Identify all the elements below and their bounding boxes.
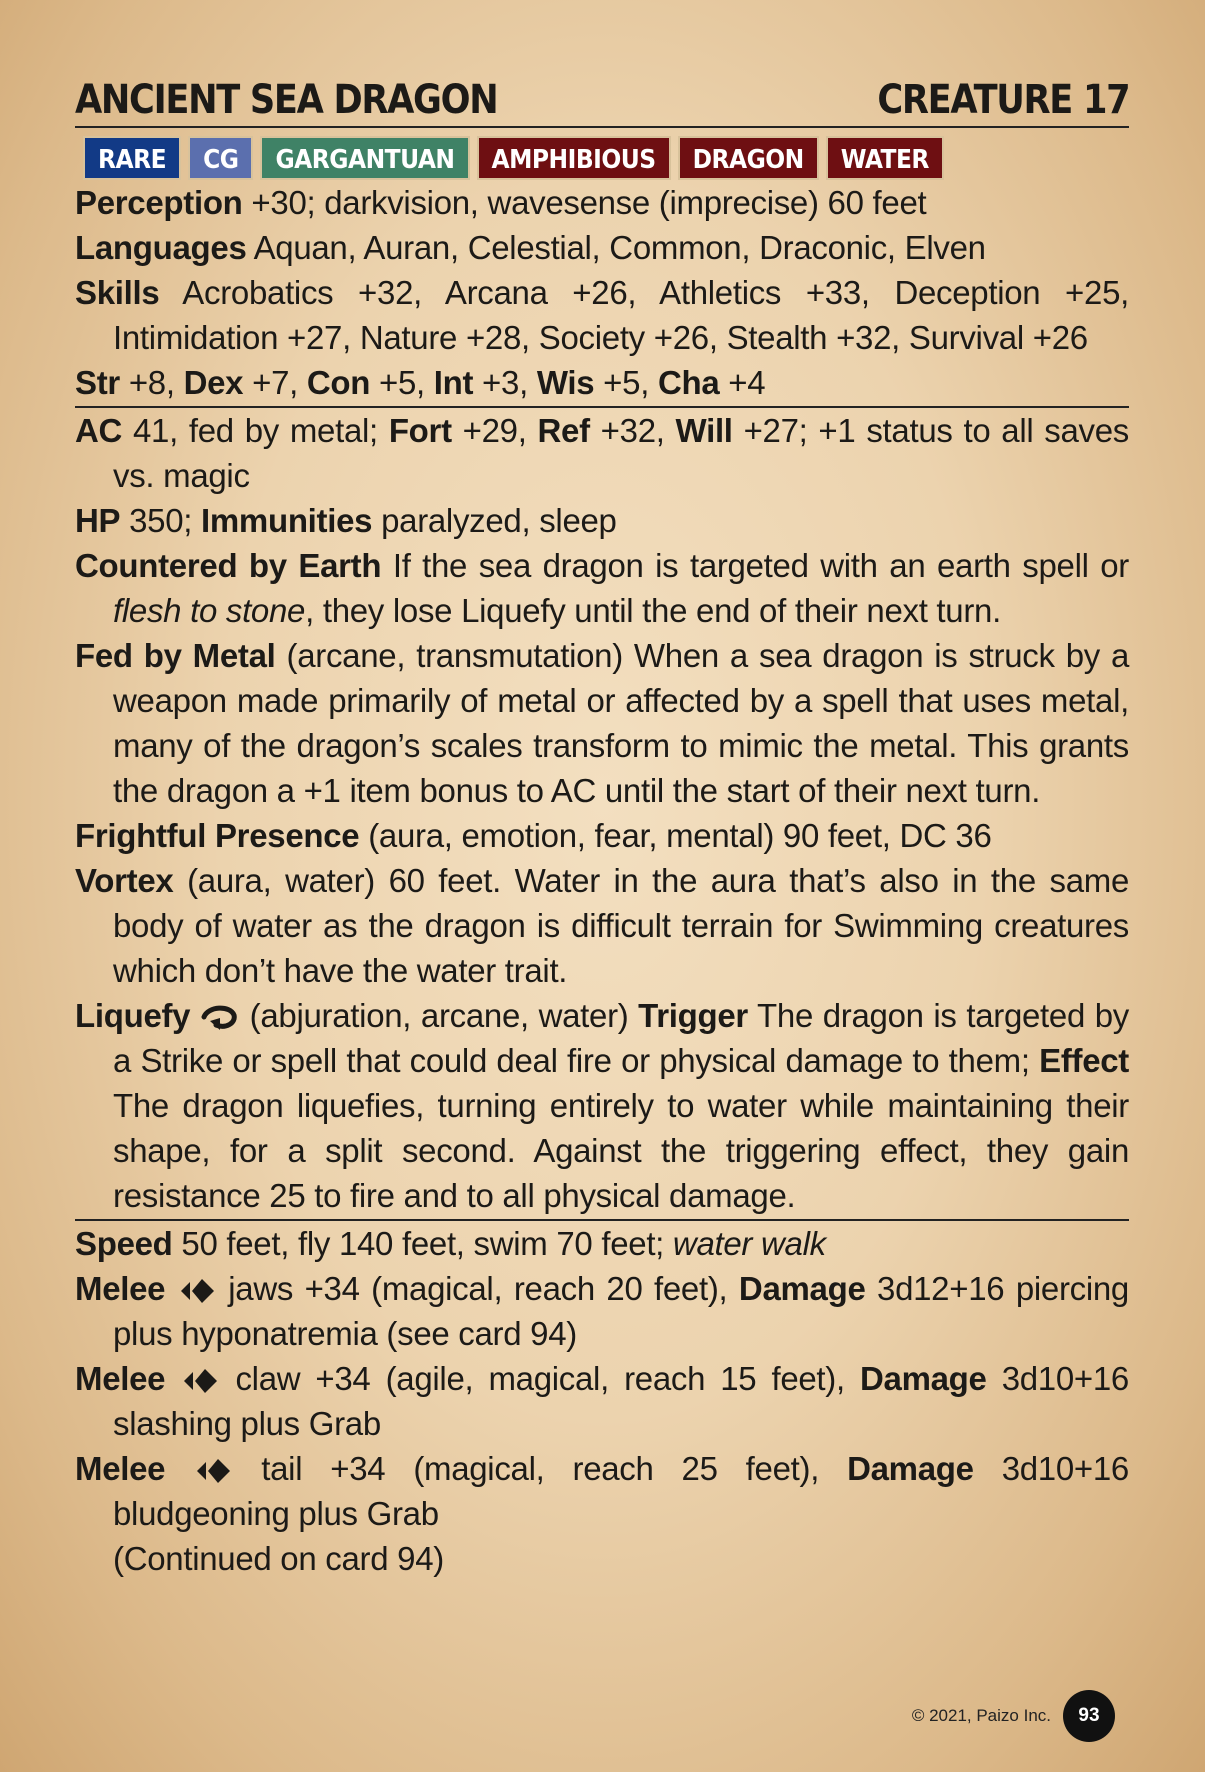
liquefy-traits: (abjuration, arcane, water) xyxy=(239,997,639,1034)
hp-label: HP xyxy=(75,502,121,539)
speed-text: 50 feet, fly 140 feet, swim 70 feet; xyxy=(172,1225,673,1262)
title-bar xyxy=(75,70,1129,128)
skills-line xyxy=(75,270,1129,360)
skills-label: Skills xyxy=(75,274,160,311)
cha-label: Cha xyxy=(657,364,720,401)
wis-value: +5, xyxy=(594,364,658,401)
con-label: Con xyxy=(306,364,371,401)
languages-label: Languages xyxy=(75,229,247,266)
melee-label: Melee xyxy=(75,1270,166,1307)
fort-value: +29, xyxy=(451,412,538,449)
damage-label: Damage xyxy=(859,1360,987,1397)
ac-value: 41, fed by metal; xyxy=(122,412,389,449)
frightful-label: Frightful Presence xyxy=(75,817,360,854)
countered-spell: flesh to stone xyxy=(113,592,306,629)
trait-rare: RARE xyxy=(83,136,181,180)
countered-label: Countered by Earth xyxy=(75,547,382,584)
frightful-text: (aura, emotion, fear, mental) 90 feet, DC 36 xyxy=(359,817,992,854)
melee-label: Melee xyxy=(75,1450,166,1487)
trait-amphibious: AMPHIBIOUS xyxy=(477,136,671,180)
trigger-text: The dragon is targeted by a Strike or spell that could deal fire or physical damage to them; xyxy=(113,997,1129,1079)
damage-label: Damage xyxy=(738,1270,866,1307)
countered-by-earth xyxy=(75,543,1129,633)
immunities-value: paralyzed, sleep xyxy=(372,502,617,539)
melee-text: jaws +34 (magical, reach 20 feet), xyxy=(216,1270,739,1307)
melee-claw xyxy=(75,1356,1129,1446)
languages-line xyxy=(75,225,1129,270)
str-value: +8, xyxy=(119,364,184,401)
wis-label: Wis xyxy=(536,364,595,401)
melee-label: Melee xyxy=(75,1360,166,1397)
hp-line xyxy=(75,498,1129,543)
perception-label: Perception xyxy=(75,184,243,221)
skills-text: Acrobatics +32, Arcana +26, Athletics +33, Deception +25, Intimidation +27, Nature +28, Society +26, Stealth +32, Survival +26 xyxy=(113,274,1129,356)
trait-size: GARGANTUAN xyxy=(260,136,469,180)
int-label: Int xyxy=(433,364,474,401)
liquefy xyxy=(75,993,1129,1218)
effect-text: The dragon liquefies, turning entirely to water while maintaining their shape, for a split second. Against the triggering effect, they gain resistance 25 to fire and to all physical damage. xyxy=(113,1087,1129,1214)
con-value: +5, xyxy=(370,364,434,401)
damage-label: Damage xyxy=(847,1450,974,1487)
will-value: +27; +1 status to all saves vs. magic xyxy=(113,412,1129,494)
fed-by-metal-text: (arcane, transmutation) When a sea dragon is struck by a weapon made primarily of metal or affected by a spell that uses metal, many of the dragon’s scales transform to mimic the metal. This grants the dragon a +1 item bonus to AC until the start of their next turn. xyxy=(113,637,1129,809)
fed-by-metal xyxy=(75,633,1129,813)
damage-text: 3d10+16 slashing plus Grab xyxy=(113,1360,1129,1442)
ref-value: +32, xyxy=(589,412,676,449)
single-action-icon xyxy=(180,1366,220,1396)
int-value: +3, xyxy=(473,364,537,401)
damage-text: 3d10+16 bludgeoning plus Grab xyxy=(113,1450,1129,1532)
perception-line xyxy=(75,180,1129,225)
cha-value: +4 xyxy=(719,364,766,401)
vortex xyxy=(75,858,1129,993)
melee-jaws xyxy=(75,1266,1129,1356)
vortex-text: (aura, water) 60 feet. Water in the aura that’s also in the same body of water as the dragon is difficult terrain for Swimming creatures which don’t have the water trait. xyxy=(113,862,1129,989)
reaction-icon xyxy=(200,1003,240,1033)
attributes-line xyxy=(75,360,1129,405)
speed-special: water walk xyxy=(672,1225,826,1262)
will-label: Will xyxy=(675,412,733,449)
melee-text: tail +34 (magical, reach 25 feet), xyxy=(233,1450,848,1487)
fort-label: Fort xyxy=(388,412,452,449)
continued-note: (Continued on card 94) xyxy=(113,1540,444,1577)
ac-label: AC xyxy=(75,412,123,449)
single-action-icon xyxy=(193,1456,233,1486)
stat-block xyxy=(75,180,1129,1581)
frightful-presence xyxy=(75,813,1129,858)
melee-tail xyxy=(75,1446,1129,1536)
dex-label: Dex xyxy=(183,364,244,401)
footer xyxy=(912,1690,1115,1742)
countered-text-end: , they lose Liquefy until the end of their next turn. xyxy=(305,592,1001,629)
damage-text: 3d12+16 piercing plus hyponatremia (see card 94) xyxy=(113,1270,1129,1352)
creature-level: CREATURE 17 xyxy=(877,77,1129,123)
hp-value: 350; xyxy=(120,502,202,539)
creature-name: ANCIENT SEA DRAGON xyxy=(75,77,498,123)
copyright: © 2021, Paizo Inc. xyxy=(911,1706,1051,1725)
defense-line xyxy=(75,408,1129,498)
single-action-icon xyxy=(177,1276,217,1306)
ref-label: Ref xyxy=(537,412,590,449)
str-label: Str xyxy=(75,364,120,401)
countered-text: If the sea dragon is targeted with an earth spell or xyxy=(381,547,1129,584)
fed-by-metal-label: Fed by Metal xyxy=(75,637,276,674)
vortex-label: Vortex xyxy=(75,862,174,899)
melee-text: claw +34 (agile, magical, reach 15 feet), xyxy=(220,1360,860,1397)
trait-water: WATER xyxy=(826,136,944,180)
languages-text: Aquan, Auran, Celestial, Common, Draconic, Elven xyxy=(246,229,986,266)
trait-alignment: CG xyxy=(188,136,253,180)
speed-line xyxy=(75,1221,1129,1266)
perception-text: +30; darkvision, wavesense (imprecise) 60 feet xyxy=(242,184,927,221)
immunities-label: Immunities xyxy=(201,502,373,539)
trait-list xyxy=(83,136,1129,180)
trait-dragon: DRAGON xyxy=(678,136,819,180)
liquefy-label: Liquefy xyxy=(75,997,191,1034)
trigger-label: Trigger xyxy=(638,997,748,1034)
speed-label: Speed xyxy=(75,1225,173,1262)
stat-card xyxy=(75,70,1129,1581)
effect-label: Effect xyxy=(1039,1042,1129,1079)
dex-value: +7, xyxy=(243,364,307,401)
page-number: 93 xyxy=(1063,1690,1115,1742)
